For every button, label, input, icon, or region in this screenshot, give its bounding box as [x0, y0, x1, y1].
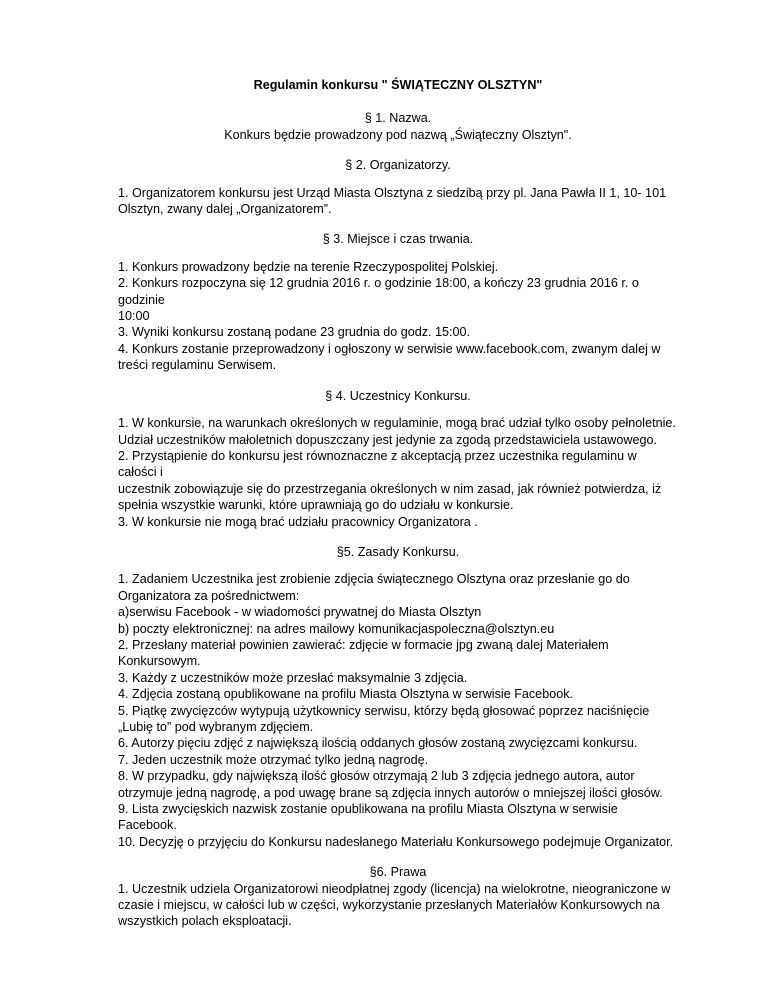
- section-3-line: 2. Konkurs rozpoczyna się 12 grudnia 2016 r. o godzinie 18:00, a kończy 23 grudnia 2016 r. o godzinie: [118, 276, 639, 307]
- section-5-heading: §5. Zasady Konkursu.: [336, 544, 460, 559]
- section-5-line: Konkursowym.: [118, 654, 201, 669]
- section-3-line: treści regulaminu Serwisem.: [118, 358, 277, 373]
- section-5-line: 10. Decyzję o przyjęciu do Konkursu nadesłanego Materiału Konkursowego podejmuje Organizator.: [118, 834, 674, 849]
- section-5-line: 5. Piątkę zwycięzców wytypują użytkownicy serwisu, którzy będą głosować poprzez naciśnięcie: [118, 703, 650, 718]
- section-3-heading: § 3. Miejsce i czas trwania.: [322, 232, 474, 247]
- section-2-line: Olsztyn, zwany dalej „Organizatorem”.: [118, 202, 332, 217]
- section-5-line: „Lubię to” pod wybranym zdjęciem.: [118, 720, 314, 734]
- section-3-line: 4. Konkurs zostanie przeprowadzony i ogłoszony w serwisie www.facebook.com, zwanym dalej w: [118, 341, 661, 356]
- section-4-line: 3. W konkursie nie mogą brać udziału pracownicy Organizatora .: [118, 514, 478, 529]
- section-5-line: 4. Zdjęcia zostaną opublikowane na profilu Miasta Olsztyna w serwisie Facebook.: [118, 687, 573, 702]
- section-5-line: Organizatora za pośrednictwem:: [118, 588, 300, 603]
- section-5-line: 1. Zadaniem Uczestnika jest zrobienie zdjęcia świątecznego Olsztyna oraz przesłanie go do: [118, 572, 630, 587]
- section-1-text: Konkurs będzie prowadzony pod nazwą „Świąteczny Olsztyn".: [224, 127, 572, 142]
- section-3-line: 3. Wyniki konkursu zostaną podane 23 grudnia do godz. 15:00.: [118, 325, 471, 340]
- section-5-line: 8. W przypadku, gdy największą ilość głosów otrzymają 2 lub 3 zdjęcia jednego autora, autor: [118, 769, 635, 784]
- section-4: [118, 388, 678, 530]
- section-6-line: wszystkich polach eksploatacji.: [118, 914, 292, 929]
- section-5-line: 9. Lista zwycięskich nazwisk zostanie opublikowana na profilu Miasta Olsztyna w serwisie Facebook.: [118, 802, 618, 833]
- section-3-line: 10:00: [118, 309, 150, 324]
- section-5-line: 6. Autorzy pięciu zdjęć z największą ilością oddanych głosów zostaną zwycięzcami konkursu.: [118, 736, 638, 751]
- section-5-line: 3. Każdy z uczestników może przesłać maksymalnie 3 zdjęcia.: [118, 670, 468, 685]
- section-2: [118, 157, 678, 217]
- section-2-heading: § 2. Organizatorzy.: [345, 158, 451, 173]
- section-6-heading: §6. Prawa: [369, 865, 427, 880]
- section-4-heading: § 4. Uczestnicy Konkursu.: [325, 388, 471, 403]
- section-2-line: 1. Organizatorem konkursu jest Urząd Miasta Olsztyna z siedzibą przy pl. Jana Pawła II 1, 10- 101: [118, 185, 667, 200]
- section-5: [118, 544, 678, 850]
- section-5-line: otrzymuje jedną nagrodę, a pod uwagę brane są zdjęcia innych autorów o mniejszej ilości głosów.: [118, 785, 663, 800]
- section-4-line: Udział uczestników małoletnich dopuszczany jest jedynie za zgodą przedstawiciela ustawowego.: [118, 432, 658, 447]
- section-4-line: uczestnik zobowiązuje się do przestrzegania określonych w nim zasad, jak również potwierdza, iż: [118, 481, 662, 496]
- section-6-line: czasie i miejscu, w całości lub w części, wykorzystanie przesłanych Materiałów Konkursowych na: [118, 898, 660, 913]
- section-5-line: a)serwisu Facebook - w wiadomości prywatnej do Miasta Olsztyn: [118, 605, 482, 620]
- section-4-line: 2. Przystąpienie do konkursu jest równoznaczne z akceptacją przez uczestnika regulaminu w całości i: [118, 448, 637, 480]
- section-3-line: 1. Konkurs prowadzony będzie na terenie Rzeczypospolitej Polskiej.: [118, 259, 499, 274]
- section-4-line: 1. W konkursie, na warunkach określonych w regulaminie, mogą brać udział tylko osoby pełnoletnie.: [118, 416, 676, 431]
- section-3: [118, 231, 678, 373]
- section-5-line: 2. Przesłany materiał powinien zawierać: zdjęcie w formacie jpg zwaną dalej Materiałem: [118, 637, 609, 652]
- document-body: [118, 77, 678, 944]
- section-4-line: spełnia wszystkie warunki, które uprawniają go do udziału w konkursie.: [118, 498, 514, 513]
- section-6-line: 1. Uczestnik udziela Organizatorowi nieodpłatnej zgody (licencja) na wielokrotne, nieograniczone w: [118, 881, 671, 896]
- document-title: Regulamin konkursu " ŚWIĄTECZNY OLSZTYN": [253, 78, 543, 92]
- section-1: [118, 110, 678, 143]
- section-1-heading: § 1. Nazwa.: [364, 111, 432, 126]
- section-5-line: b) poczty elektronicznej: na adres mailowy komunikacjaspoleczna@olsztyn.eu: [118, 621, 555, 636]
- section-5-line: 7. Jeden uczestnik może otrzymać tylko jedną nagrodę.: [118, 752, 429, 767]
- section-6: [118, 864, 678, 930]
